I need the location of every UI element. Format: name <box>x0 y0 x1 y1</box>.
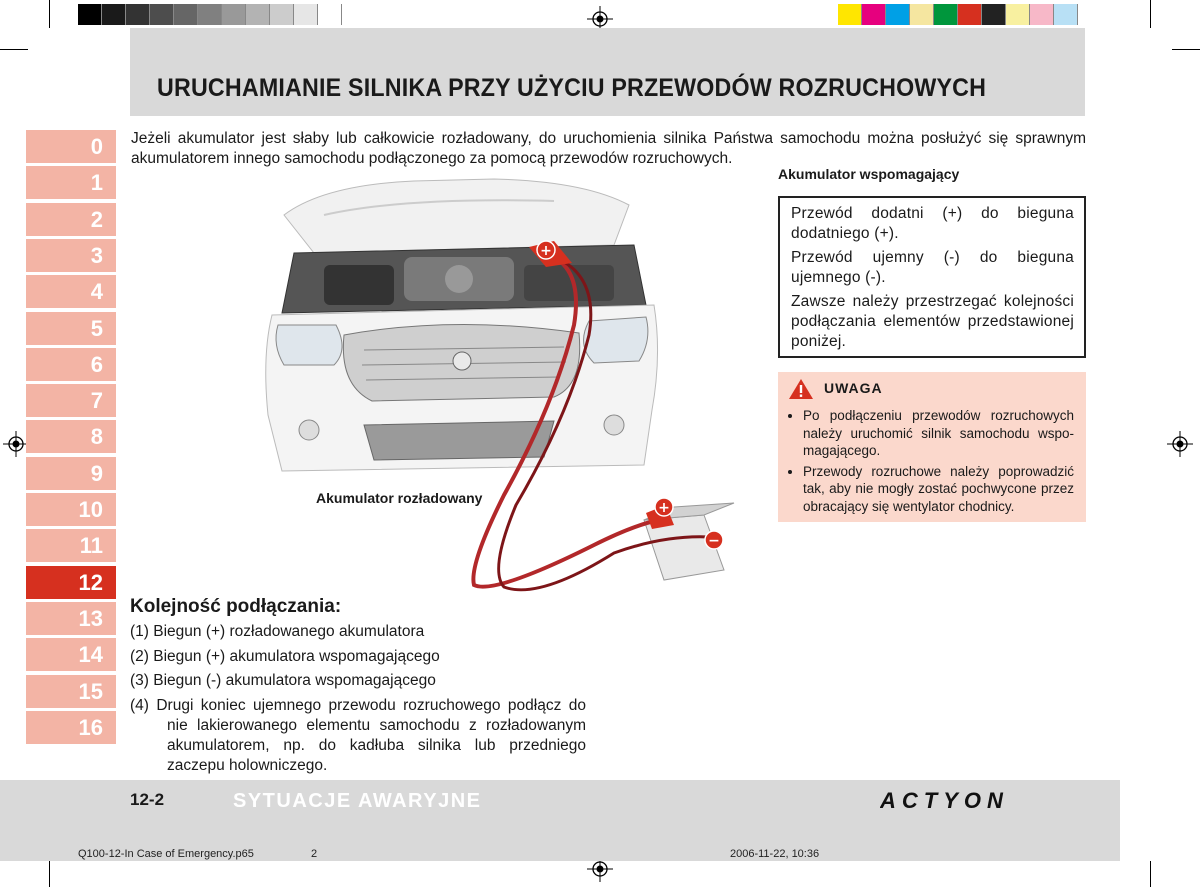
crop-mark <box>1150 0 1151 28</box>
brand-logo-text: ACTYON <box>880 789 1009 811</box>
info-line: Zawsze należy przestrzegać kolejności podłączania elementów przedstawionej poniżej. <box>791 293 1074 350</box>
chapter-tab[interactable]: 2 <box>26 203 116 236</box>
crop-mark <box>49 0 50 28</box>
order-step: (3) Biegun (-) akumulatora wspomagającego <box>130 672 436 689</box>
chapter-tab[interactable]: 14 <box>26 638 116 671</box>
registration-mark-icon <box>1167 431 1193 457</box>
chapter-tab[interactable]: 0 <box>26 130 116 163</box>
grayscale-bar <box>78 4 342 25</box>
order-step: (4) Drugi koniec ujemnego przewodu rozruchowego podłącz do nie lakierowanego elementu samochodu z rozładowanym akumulatorem, np. do kadłuba silnika lub przedniego zaczepu holowniczego. <box>130 696 586 774</box>
crop-mark <box>49 858 50 887</box>
minus-sign: − <box>708 533 720 549</box>
chapter-tab[interactable]: 1 <box>26 166 116 199</box>
warning-box <box>778 372 1086 522</box>
info-line: Przewód ujemny (-) do bieguna ujemnego (-). <box>791 249 1074 286</box>
order-step: (1) Biegun (+) rozładowanego akumulatora <box>130 623 425 640</box>
chapter-tab[interactable]: 10 <box>26 493 116 526</box>
booster-battery-title: Akumulator wspomagający <box>778 166 960 182</box>
chapter-tab[interactable]: 9 <box>26 457 116 490</box>
plus-sign: + <box>540 243 552 259</box>
crop-mark <box>1150 858 1151 887</box>
chapter-tab[interactable]: 3 <box>26 239 116 272</box>
chapter-tab[interactable]: 15 <box>26 675 116 708</box>
warning-triangle-icon <box>788 378 814 400</box>
color-bar <box>838 4 1078 25</box>
crop-mark <box>0 49 28 50</box>
warning-item: • Po podłączeniu przewodów rozruchowych należy uruchomić silnik samochodu wspo-magającego. <box>803 407 1074 460</box>
page-number: 12-2 <box>130 790 165 809</box>
warning-title: UWAGA <box>824 380 883 397</box>
chapter-tab[interactable]: 7 <box>26 384 116 417</box>
print-file-name: Q100-12-In Case of Emergency.p65 <box>78 848 254 860</box>
page-title: URUCHAMIANIE SILNIKA PRZY UŻYCIU PRZEWODÓW ROZRUCHOWYCH <box>157 74 987 102</box>
section-title: SYTUACJE AWARYJNE <box>233 790 482 812</box>
print-datetime: 2006-11-22, 10:36 <box>730 848 820 860</box>
connection-order-list <box>130 622 586 780</box>
chapter-tab[interactable]: 5 <box>26 312 116 345</box>
crop-mark <box>1172 49 1200 50</box>
chapter-tab[interactable]: 11 <box>26 529 116 562</box>
chapter-tab-active[interactable]: 12 <box>26 566 116 599</box>
discharged-battery-caption: Akumulator rozładowany <box>316 490 483 506</box>
brand-logo <box>880 789 1076 811</box>
footer-margin <box>1120 780 1200 861</box>
plus-sign: + <box>658 500 670 516</box>
chapter-tab[interactable]: 13 <box>26 602 116 635</box>
chapter-tab[interactable]: 4 <box>26 275 116 308</box>
jump-start-illustration <box>254 175 774 615</box>
warning-item: • Przewody rozruchowe należy poprowadzić tak, aby nie mogły zostać pochwycone przez obracający się wentylator chodnicy. <box>803 463 1074 516</box>
order-step: (2) Biegun (+) akumulatora wspomagającego <box>130 647 440 665</box>
chapter-tab[interactable]: 16 <box>26 711 116 744</box>
info-line: Przewód dodatni (+) do bieguna dodatniego (+). <box>791 205 1074 242</box>
connection-order-title: Kolejność podłączania: <box>130 596 342 617</box>
print-page: 2 <box>311 848 318 860</box>
connection-info-box <box>778 196 1086 358</box>
chapter-tab[interactable]: 6 <box>26 348 116 381</box>
intro-paragraph: Jeżeli akumulator jest słaby lub całkowicie rozładowany, do uruchomienia silnika Państwa samochodu można posłużyć się sprawnym akumulatorem innego samochodu podłączonego za pomocą przewodów rozruchowych. <box>131 130 1086 167</box>
chapter-tab[interactable]: 8 <box>26 420 116 453</box>
